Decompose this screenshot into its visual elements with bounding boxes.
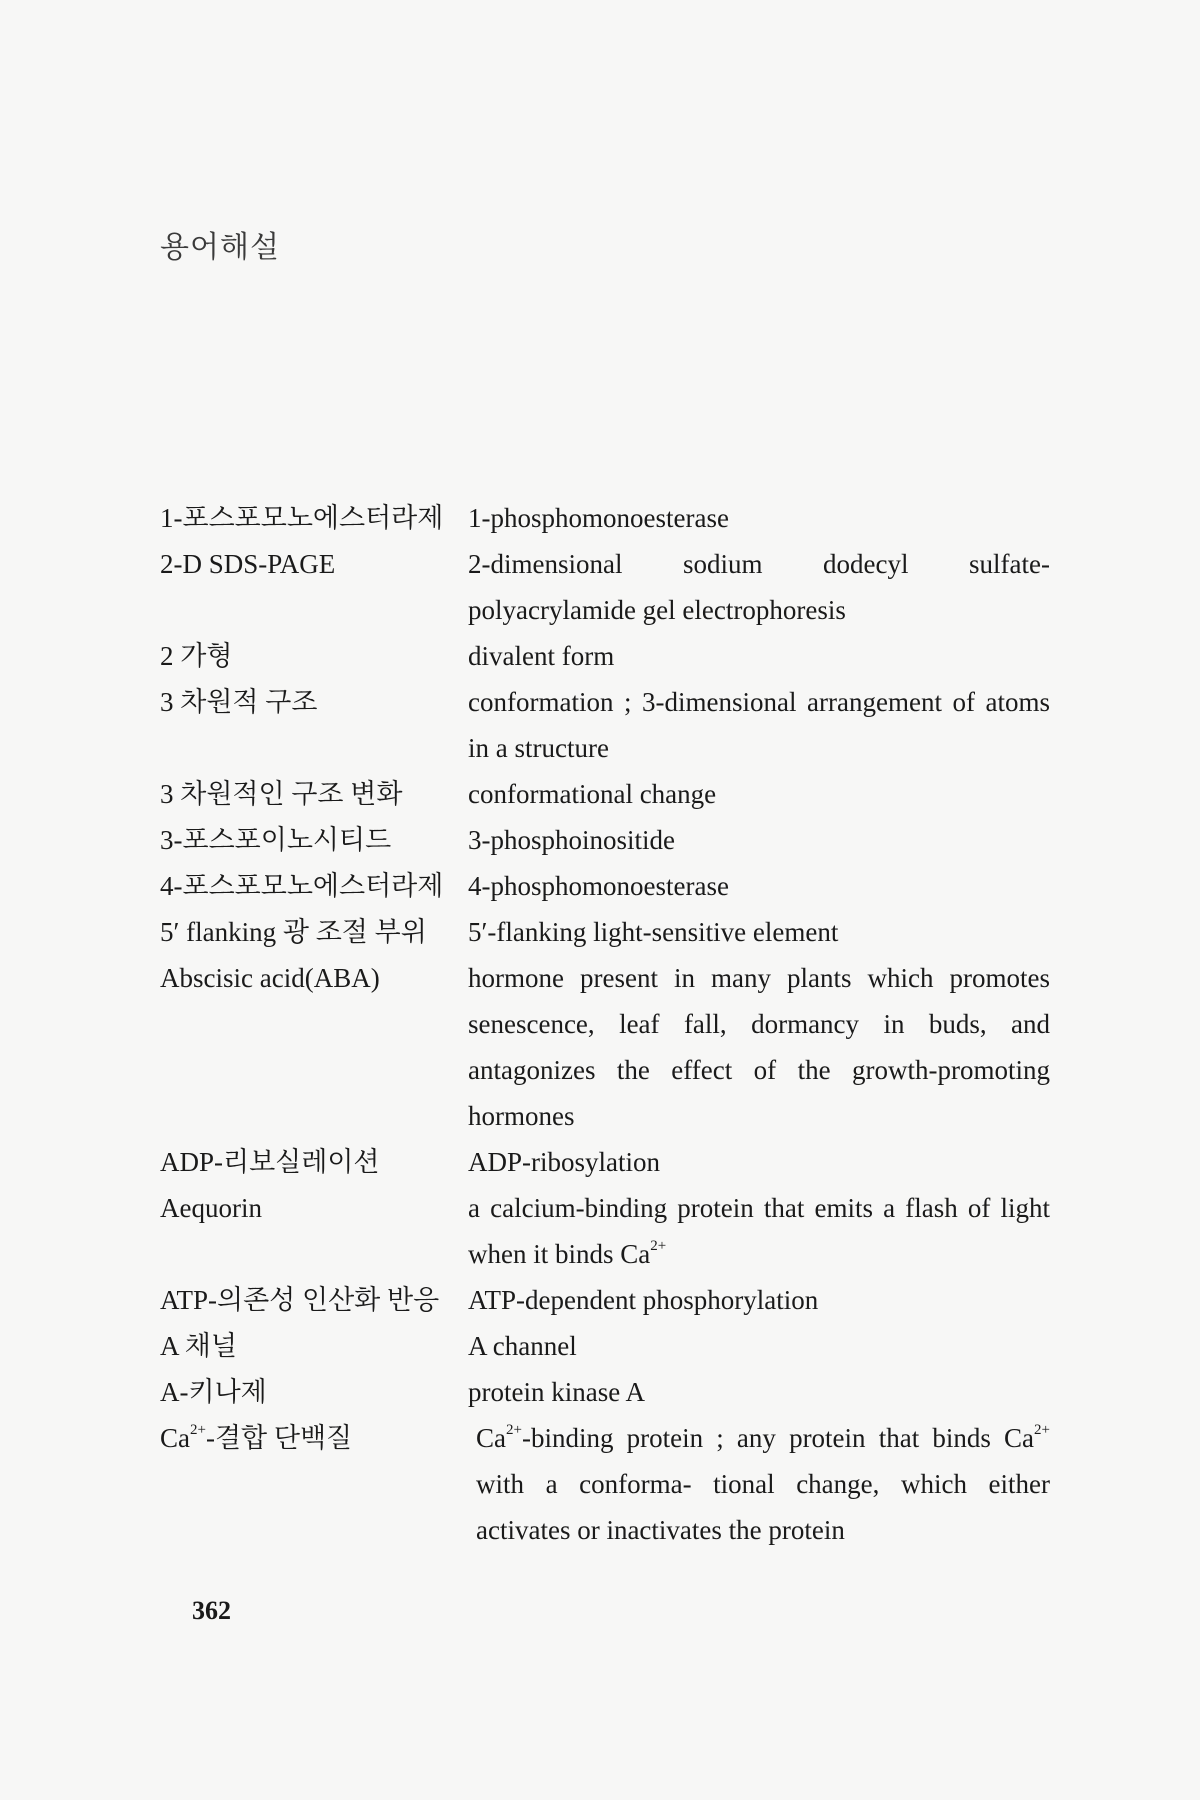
glossary-entry (160, 541, 1060, 633)
glossary-definition: conformation ; 3-dimensional arrangement of atoms in a structure (468, 687, 1050, 763)
superscript: 2+ (1034, 1422, 1050, 1438)
glossary-term (160, 1415, 468, 1553)
glossary-definition: 2-dimensional sodium dodecyl sulfate-polyacrylamide gel electrophoresis (468, 549, 1050, 625)
glossary-term: Aequorin (160, 1193, 262, 1223)
glossary-definition: protein kinase A (468, 1377, 645, 1407)
glossary-entry (160, 1277, 1060, 1323)
glossary-entry (160, 495, 1060, 541)
term-text: -결합 단백질 (205, 1423, 353, 1453)
superscript: 2+ (506, 1422, 522, 1438)
glossary-entry (160, 1415, 1060, 1553)
glossary-term: 2 가형 (160, 641, 233, 671)
glossary-entry (160, 817, 1060, 863)
definition-text: -binding protein ; any protein that binds Ca (521, 1423, 1035, 1453)
glossary-term: ATP-의존성 인산화 반응 (160, 1285, 440, 1315)
glossary-term: ADP-리보실레이션 (160, 1147, 380, 1177)
glossary-definition: A channel (468, 1331, 577, 1361)
glossary-definition: hormone present in many plants which promotes senescence, leaf fall, dormancy in buds, and antagonizes the effect of the growth-promoting hormones (468, 963, 1050, 1131)
glossary-definition: 5′-flanking light-sensitive element (468, 917, 839, 947)
glossary-term: 3-포스포이노시티드 (160, 825, 392, 855)
glossary-definition: conformational change (468, 779, 717, 809)
superscript: 2+ (190, 1422, 206, 1438)
glossary-definition: ADP-ribosylation (468, 1147, 660, 1177)
glossary-entry (160, 1185, 1060, 1277)
glossary-definition: ATP-dependent phosphorylation (468, 1285, 819, 1315)
glossary-term: Abscisic acid(ABA) (160, 963, 380, 993)
glossary-term: 3 차원적인 구조 변화 (160, 779, 403, 809)
glossary-definition: 1-phosphomonoesterase (468, 503, 729, 533)
glossary-entry (160, 679, 1060, 771)
glossary-definition: divalent form (468, 641, 615, 671)
glossary-list (160, 495, 1060, 1553)
glossary-term: 3 차원적 구조 (160, 687, 318, 717)
glossary-entry (160, 1139, 1060, 1185)
glossary-entry (160, 1369, 1060, 1415)
glossary-entry (160, 863, 1060, 909)
glossary-term: A 채널 (160, 1331, 237, 1361)
definition-text: a calcium-binding protein that emits a flash of light when it binds Ca (468, 1193, 1050, 1269)
glossary-definition (468, 1185, 1050, 1277)
term-text: Ca (160, 1423, 190, 1453)
page-number: 362 (192, 1596, 231, 1625)
glossary-definition: 4-phosphomonoesterase (468, 871, 729, 901)
glossary-term: 2-D SDS-PAGE (160, 549, 336, 579)
glossary-entry (160, 771, 1060, 817)
glossary-entry (160, 955, 1060, 1139)
glossary-term: A-키나제 (160, 1377, 267, 1407)
glossary-entry (160, 633, 1060, 679)
page-title: 용어해설 (160, 230, 280, 265)
glossary-definition (468, 1415, 1050, 1553)
definition-text: Ca (476, 1423, 506, 1453)
definition-text: with a conforma- tional change, which either activates or inactivates the protein (476, 1469, 1050, 1545)
glossary-definition: 3-phosphoinositide (468, 825, 675, 855)
glossary-term: 1-포스포모노에스터라제 (160, 503, 444, 533)
glossary-term: 4-포스포모노에스터라제 (160, 871, 444, 901)
glossary-entry (160, 1323, 1060, 1369)
glossary-entry (160, 909, 1060, 955)
glossary-term: 5′ flanking 광 조절 부위 (160, 917, 427, 947)
superscript: 2+ (650, 1238, 667, 1254)
